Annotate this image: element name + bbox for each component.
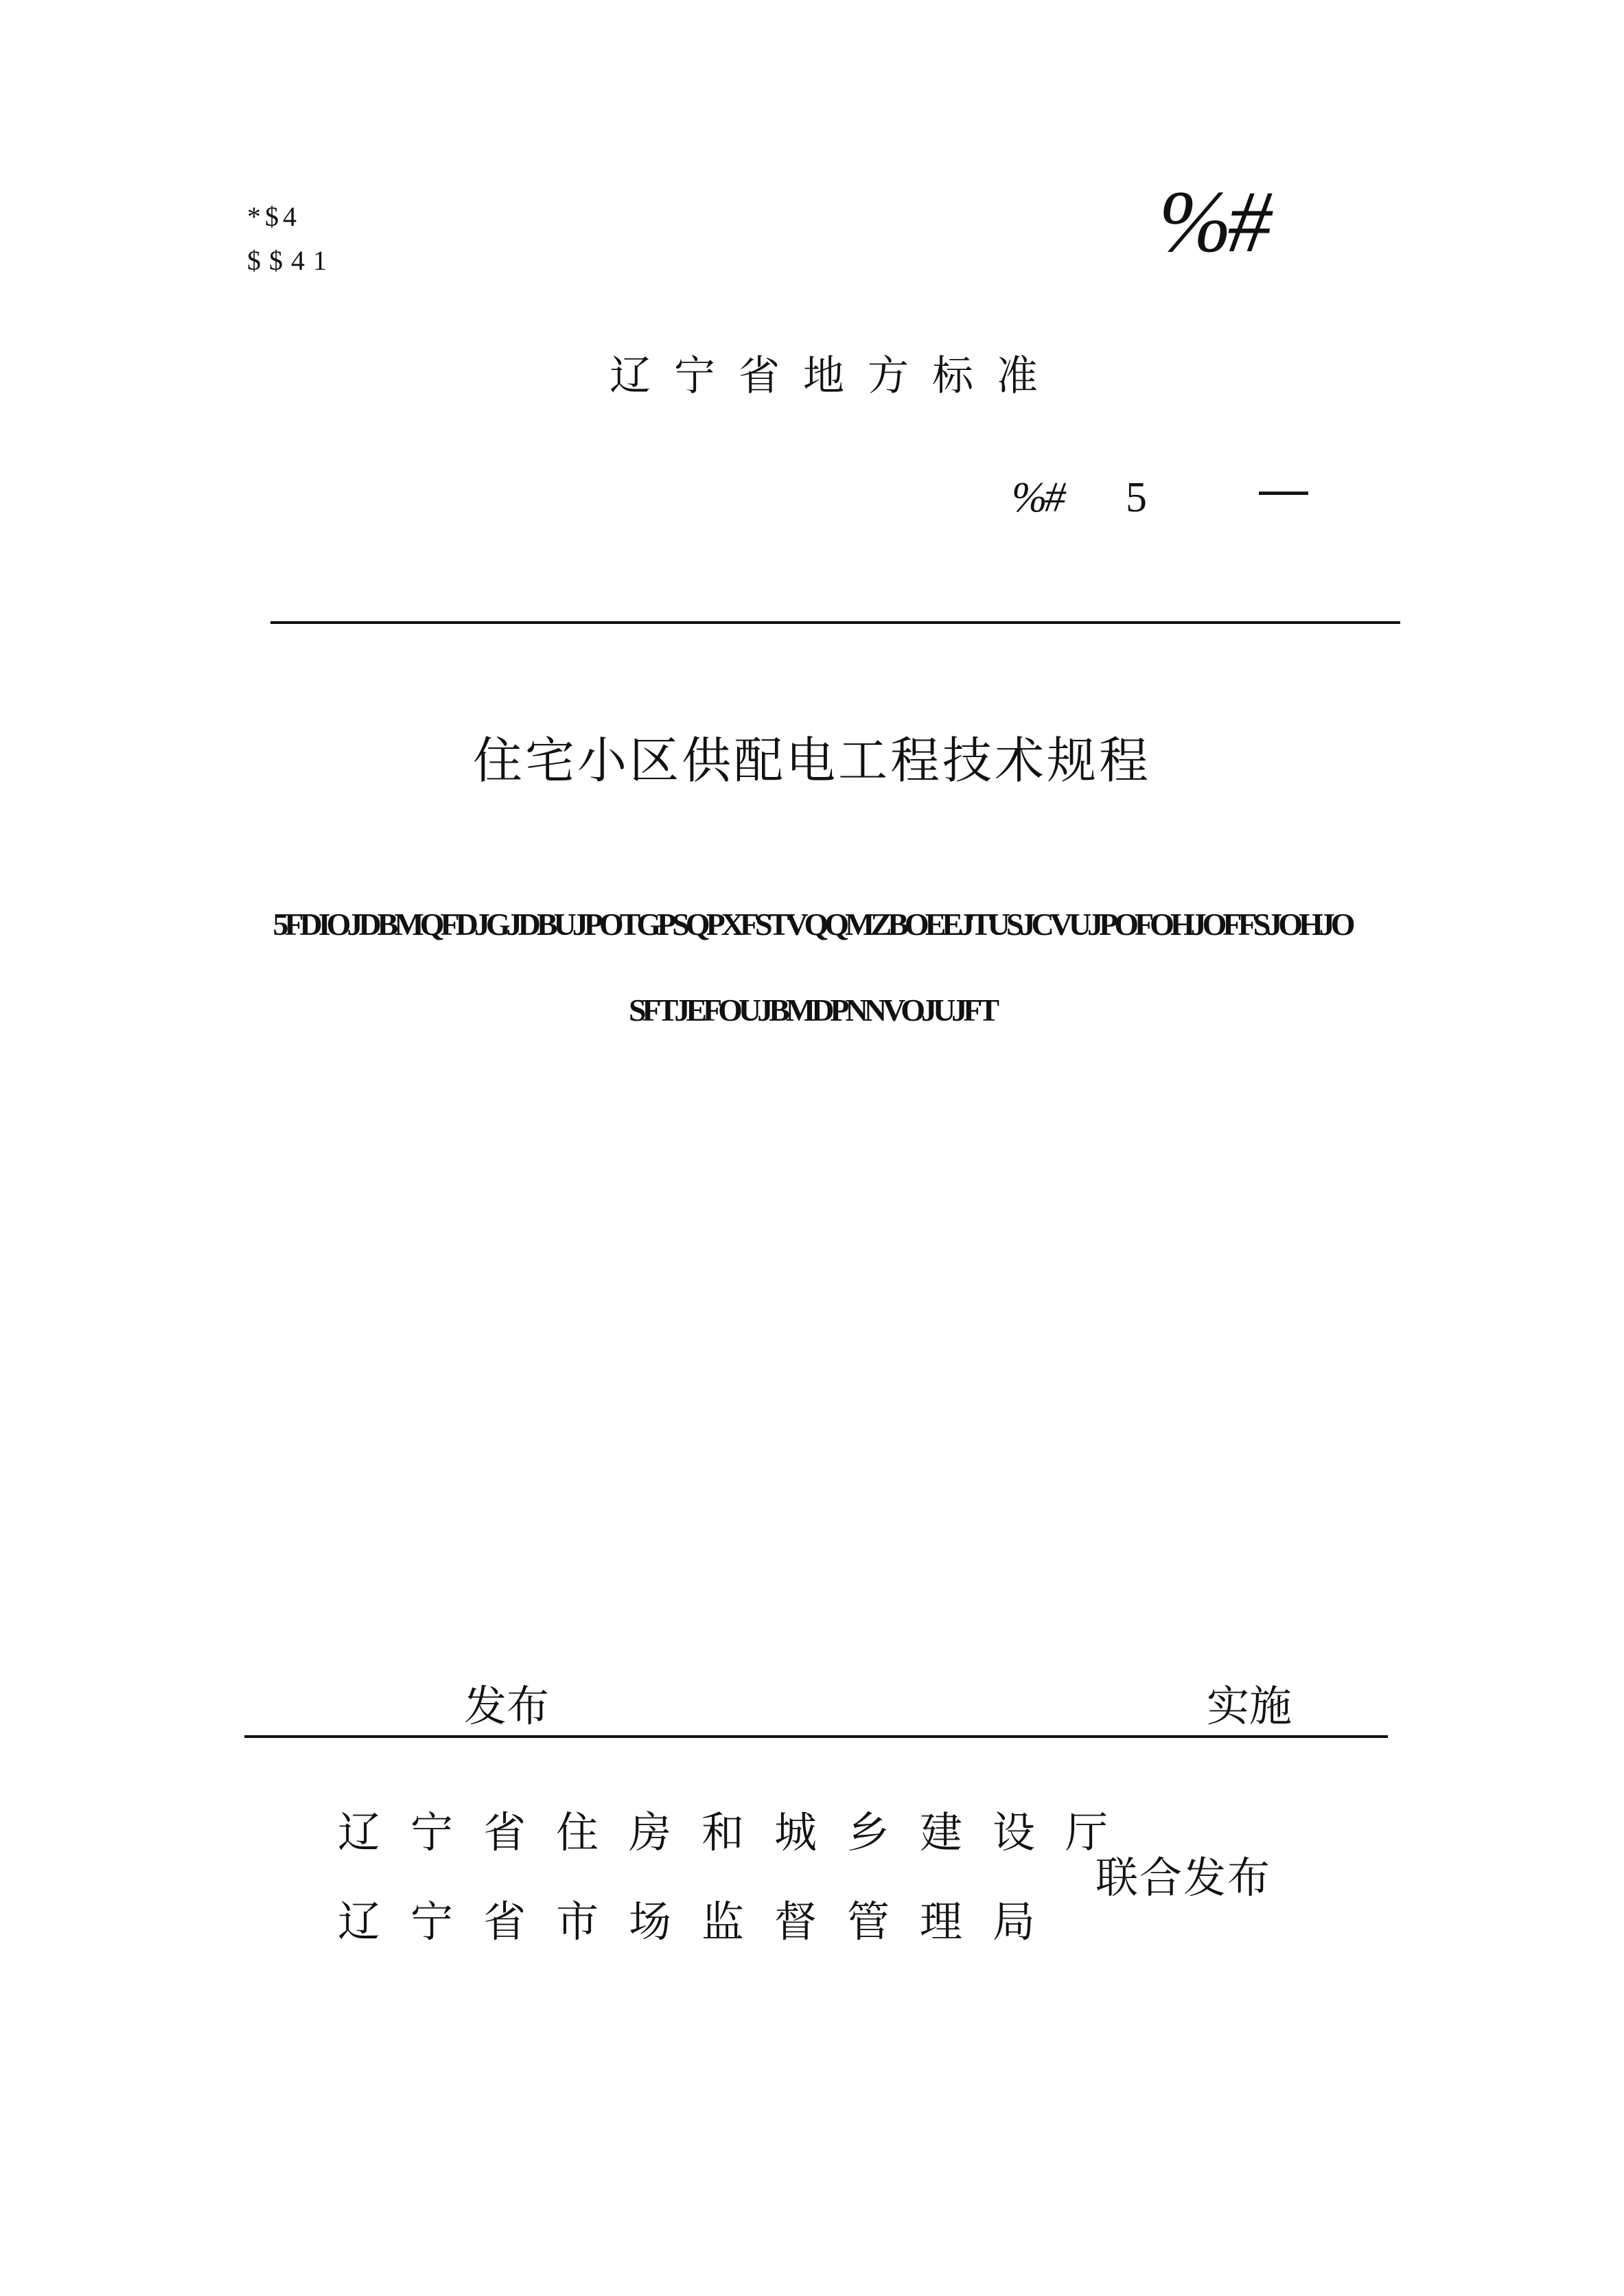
issuer-market-regulation-bureau: 辽宁省市场监督管理局: [338, 1897, 1066, 1947]
ics-code: *$4: [247, 201, 301, 232]
standard-number: 5: [1126, 474, 1147, 521]
document-title-chinese: 住宅小区供配电工程技术规程: [472, 732, 1151, 789]
standard-number-prefix: %#: [1012, 474, 1063, 521]
standard-type-heading: 辽宁省地方标准: [610, 352, 1061, 400]
implement-date-label: 实施: [1207, 1681, 1292, 1731]
document-title-english-line2: SFTJEFOUJBMDPNNVOJUJFT: [628, 993, 996, 1028]
joint-issue-label: 联合发布: [1095, 1853, 1272, 1903]
issuer-housing-department: 辽宁省住房和城乡建设厅: [338, 1807, 1139, 1857]
document-title-english-line1: 5FDIOJDBMQFDJGJDBUJPOTGPSQPXFSTVQQMZBOEEJTUSJCVUJPOFOHJOFFSJOHJO: [272, 907, 1352, 942]
top-divider: [270, 621, 1400, 624]
bottom-divider: [244, 1735, 1388, 1738]
db-standard-mark: %#: [1159, 173, 1268, 270]
issue-date-label: 发布: [464, 1681, 550, 1731]
ccs-code: $$41: [247, 245, 335, 276]
standard-number-dash: —: [1259, 462, 1308, 517]
